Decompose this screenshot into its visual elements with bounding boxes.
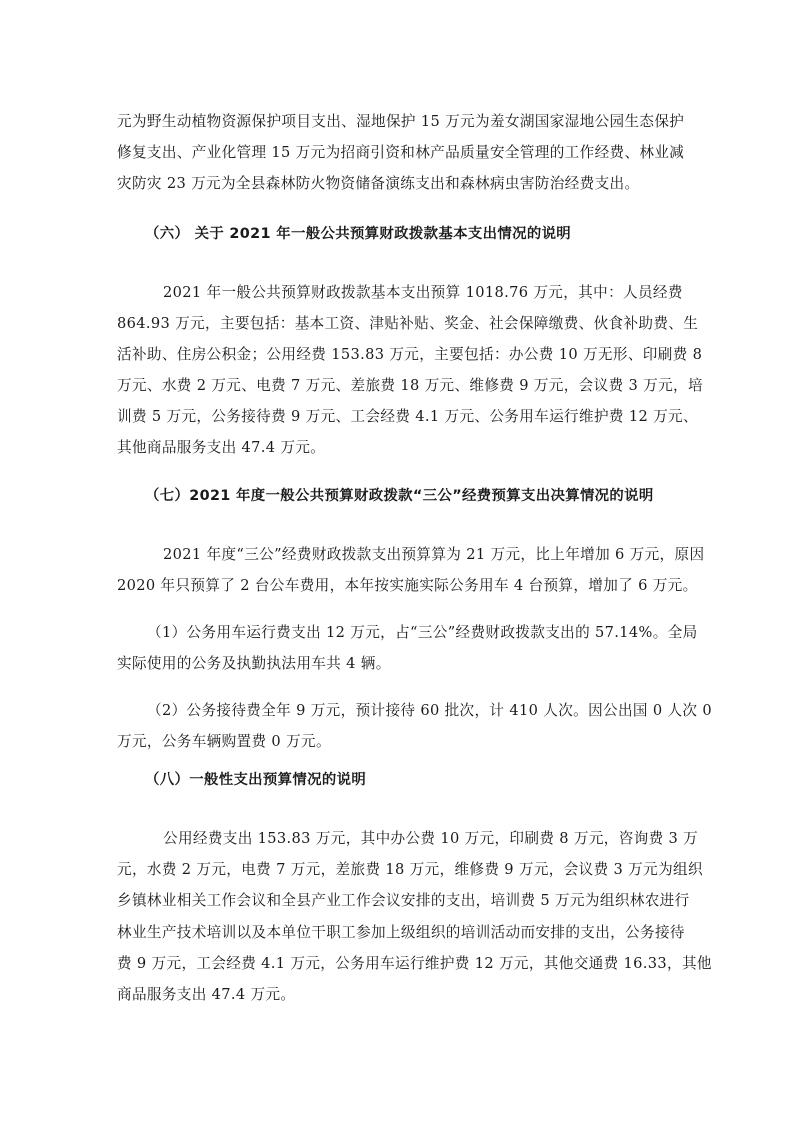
text-line: 费 9 万元，工会经费 4.1 万元，公务用车运行维护费 12 万元，其他交通费 16.33，其他	[117, 955, 712, 972]
text-line: 2021 年一般公共预算财政拨款基本支出预算 1018.76 万元，其中：人员经费	[163, 284, 683, 301]
text-line: 万元，公务车辆购置费 0 万元。	[117, 733, 331, 750]
text-line: 灾防灾 23 万元为全县森林防火物资储备演练支出和森林病虫害防治经费支出。	[117, 175, 640, 192]
text-line: 元为野生动植物资源保护项目支出、湿地保护 15 万元为羞女湖国家湿地公园生态保护	[117, 113, 685, 130]
text-line: 2020 年只预算了 2 台公车费用，本年按实施实际公务用车 4 台预算，增加了 6 万元。	[117, 577, 698, 594]
text-line: （2）公务接待费全年 9 万元，预计接待 60 批次，计 410 人次。因公出国 0 人次 0	[147, 702, 712, 719]
text-line: 商品服务支出 47.4 万元。	[117, 986, 296, 1003]
section-6-heading: （六） 关于 2021 年一般公共预算财政拨款基本支出情况的说明	[145, 226, 572, 242]
text-line: 864.93 万元，主要包括：基本工资、津贴补贴、奖金、社会保障缴费、伙食补助费、生	[117, 315, 699, 332]
text-line: 元，水费 2 万元，电费 7 万元，差旅费 18 万元，维修费 9 万元，会议费 3 万元为组织	[117, 861, 703, 878]
text-line: 林业生产技术培训以及本单位干职工参加上级组织的培训活动而安排的支出，公务接待	[117, 924, 685, 941]
text-line: 活补助、住房公积金；公用经费 153.83 万元，主要包括：办公费 10 万无形、印刷费 8	[117, 346, 703, 363]
text-line: 修复支出、产业化管理 15 万元为招商引资和林产品质量安全管理的工作经费、林业减	[117, 144, 685, 161]
section-8-heading: （八）一般性支出预算情况的说明	[145, 772, 367, 788]
text-line: （1）公务用车运行费支出 12 万元，占“三公”经费财政拨款支出的 57.14%。全局	[147, 624, 698, 641]
text-line: 万元、水费 2 万元、电费 7 万元、差旅费 18 万元、维修费 9 万元，会议费 3 万元，培	[117, 377, 703, 394]
text-line: 乡镇林业相关工作会议和全县产业工作会议安排的支出，培训费 5 万元为组织林农进行	[117, 892, 690, 909]
section-7-heading: （七）2021 年度一般公共预算财政拨款“三公”经费预算支出决算情况的说明	[145, 488, 654, 504]
text-line: 实际使用的公务及执勤执法用车共 4 辆。	[117, 655, 391, 672]
text-line: 训费 5 万元，公务接待费 9 万元、工会经费 4.1 万元、公务用车运行维护费 12 万元、	[117, 408, 698, 425]
text-line: 公用经费支出 153.83 万元，其中办公费 10 万元，印刷费 8 万元，咨询费 3 万	[163, 830, 699, 847]
text-line: 其他商品服务支出 47.4 万元。	[117, 439, 326, 456]
text-line: 2021 年度“三公”经费财政拨款支出预算算为 21 万元，比上年增加 6 万元，原因	[163, 546, 705, 563]
